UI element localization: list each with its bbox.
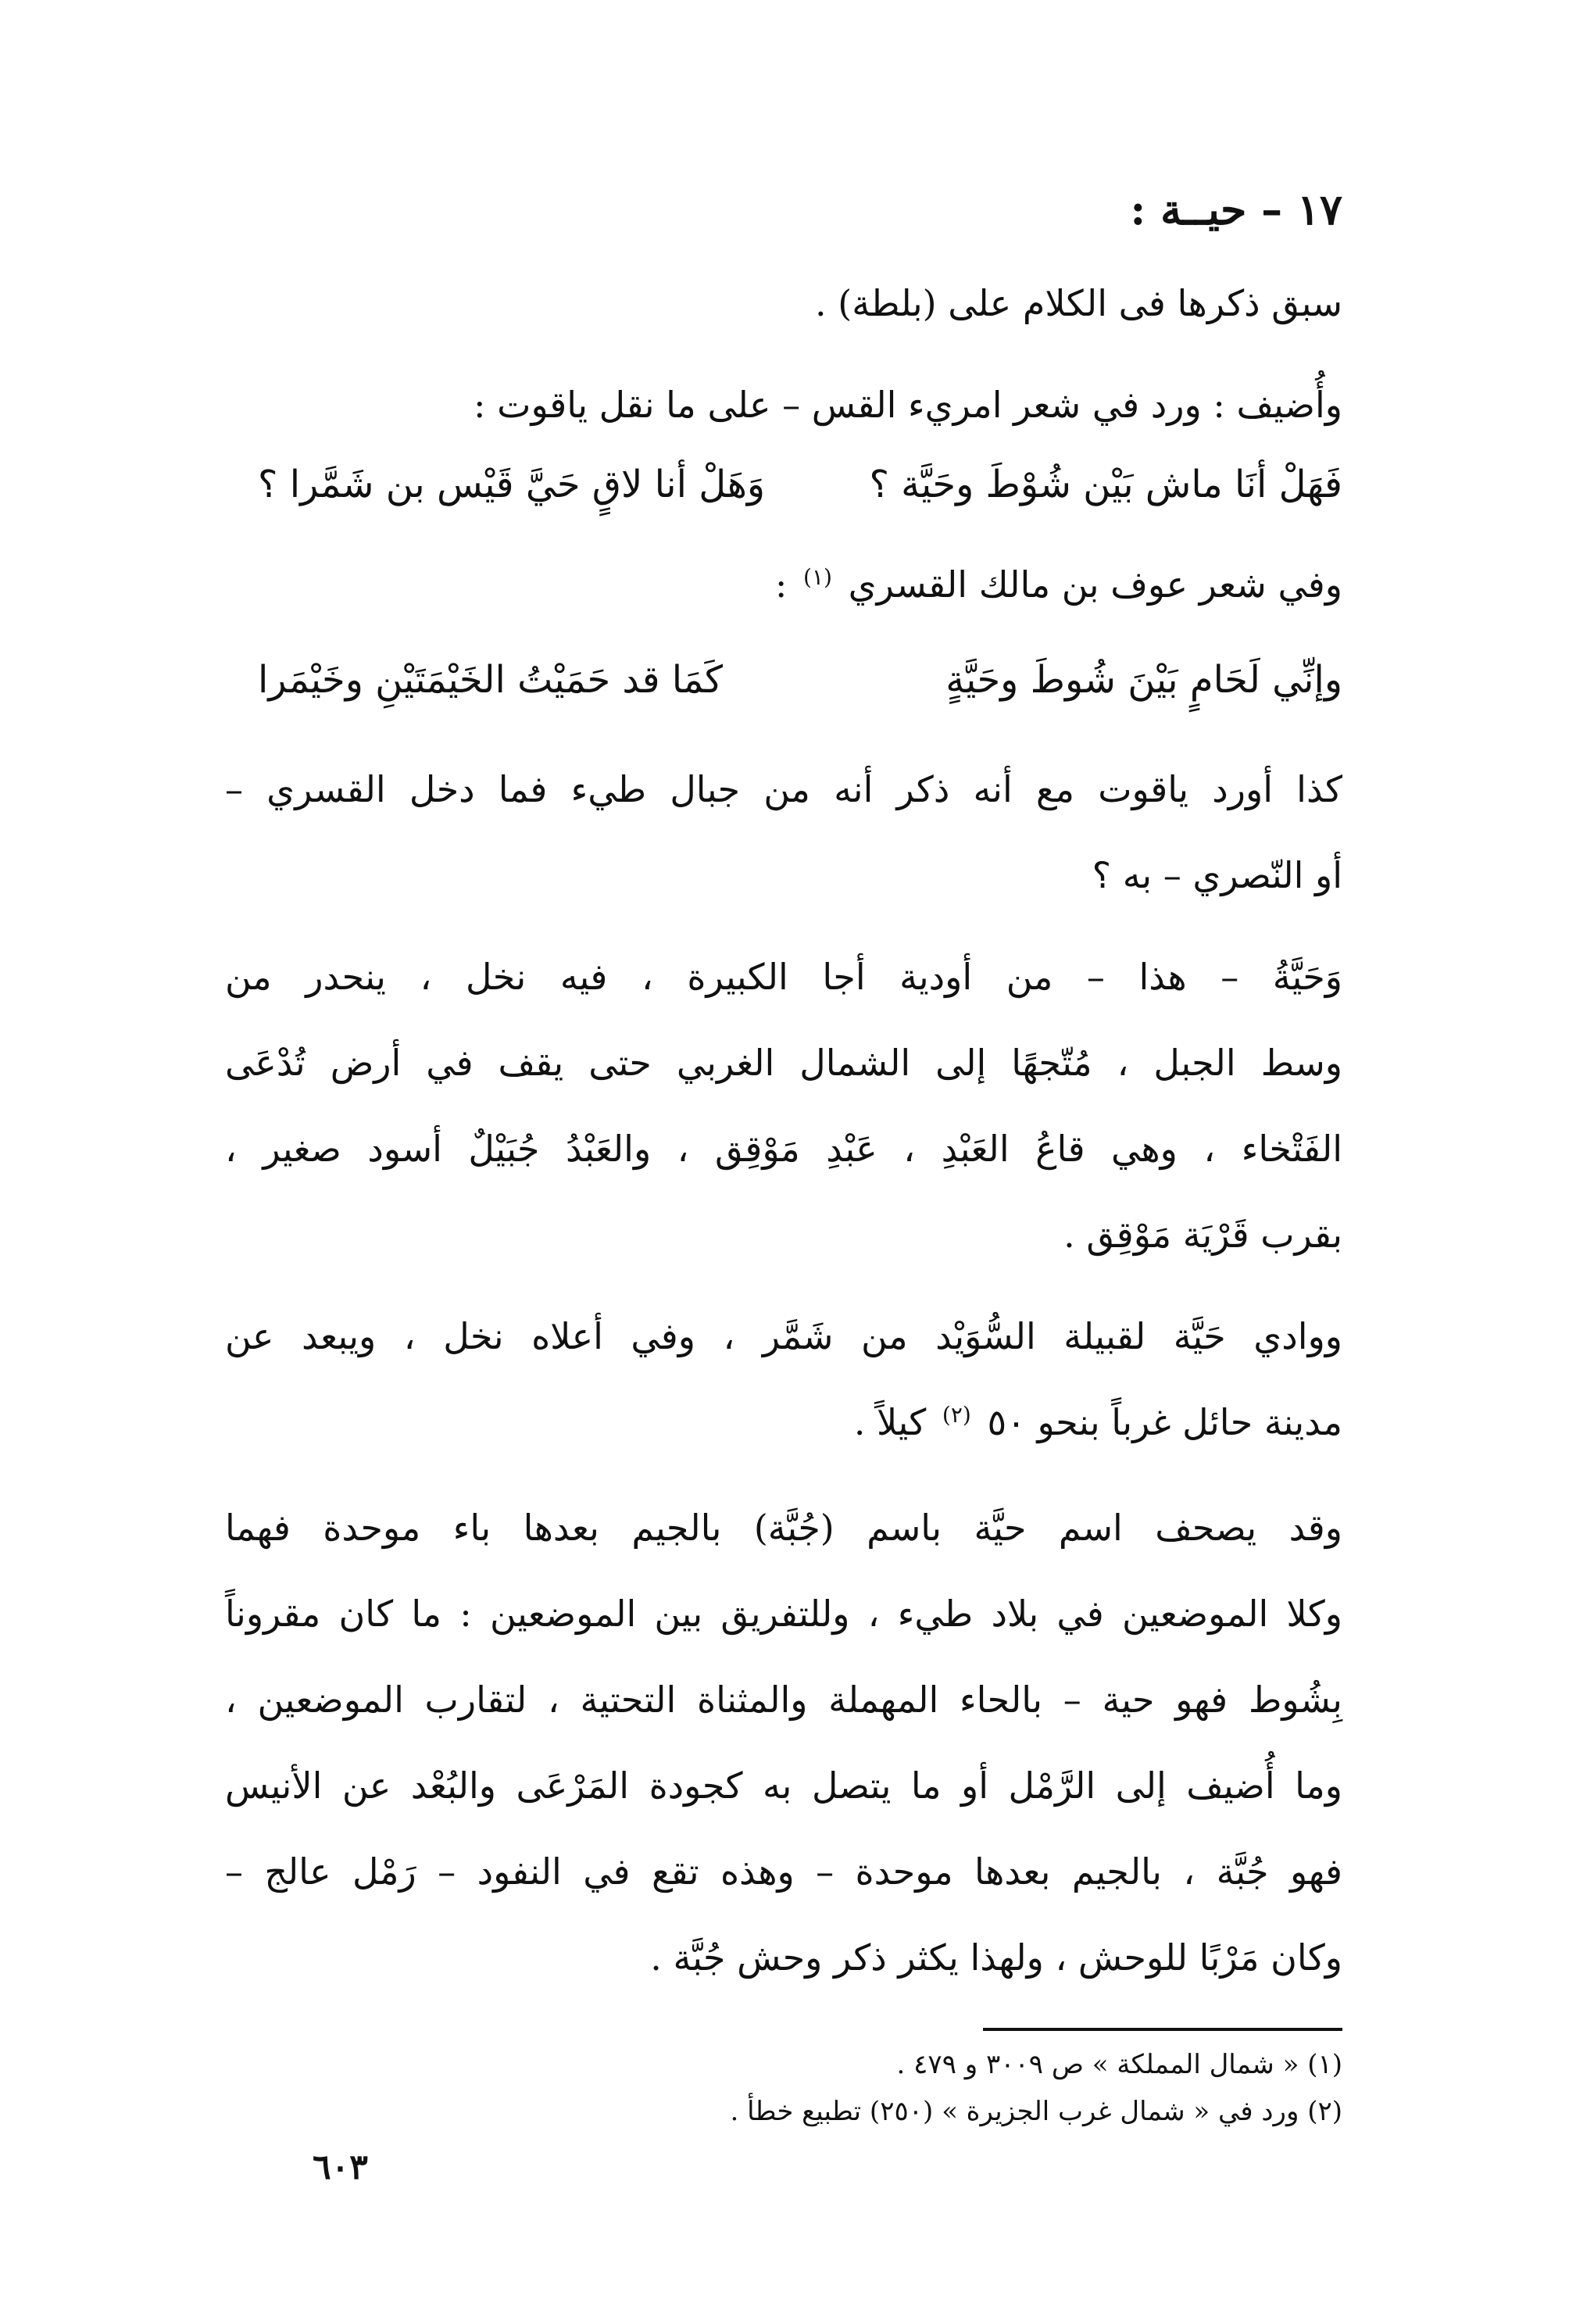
text-line: سبق ذكرها فى الكلام على (بلطة) . <box>815 282 1342 324</box>
text-line: وكلا الموضعين في بلاد طيء ، وللتفريق بين الموضعين : ما كان مقروناً <box>225 1593 1342 1635</box>
footnote-marker: (١) <box>803 563 832 590</box>
text-line: وسط الجبل ، مُتّجهًا إلى الشمال الغربي حتى يقف في أرض تُدْعَى <box>225 1042 1342 1084</box>
text-segment: كيلاً . <box>853 1401 927 1443</box>
text-line: بِشُوط فهو حية – بالحاء المهملة والمثناة التحتية ، لتقارب الموضعين ، <box>225 1679 1342 1721</box>
text-line: وكان مَرْبًا للوحش ، ولهذا يكثر ذكر وحش جُبَّة . <box>650 1936 1342 1979</box>
text-line: فهو جُبَّة ، بالجيم بعدها موحدة – وهذه تقع في النفود – رَمْل عالج – <box>225 1850 1342 1893</box>
verse-hemistich-left: وَهَلْ أنا لاقٍ حَيَّ قَيْس بن شَمَّرا ؟ <box>258 463 766 506</box>
text-segment: مدينة حائل غرباً بنحو ٥٠ <box>987 1401 1342 1443</box>
text-line: وَحَيَّةُ – هذا – من أودية أجا الكبيرة ، فيه نخل ، ينحدر من <box>225 956 1343 998</box>
verse-hemistich-left: كَمَا قد حَمَيْتُ الخَيْمَتَيْنِ وخَيْمَرا <box>258 658 724 702</box>
text-line: وأُضيف : ورد في شعر امريء القس – على ما نقل ياقوت : <box>474 384 1342 426</box>
text-line: الفَتْخاء ، وهي قاعُ العَبْدِ ، عَبْدِ مَوْقِق ، والعَبْدُ جُبَيْلٌ أسود صغير ، <box>225 1128 1342 1170</box>
text-line: وما أُضيف إلى الرَّمْل أو ما يتصل به كجودة المَرْعَى والبُعْد عن الأنيس <box>225 1764 1342 1807</box>
text-line <box>225 561 1342 608</box>
verse-hemistich-right: فَهَلْ أنَا ماش بَيْن شُوْطَ وحَيَّة ؟ <box>869 463 1342 506</box>
entry-heading: ١٧ – حيــة : <box>1130 184 1342 234</box>
text-line <box>225 1399 1342 1446</box>
footnote: (١) « شمال المملكة » ص ٣٠٠٩ و ٤٧٩ . <box>896 2049 1342 2080</box>
text-segment: : <box>774 563 788 606</box>
text-line: أو النّصري – به ؟ <box>1092 854 1342 896</box>
footnote-divider <box>983 2028 1342 2031</box>
text-segment: وفي شعر عوف بن مالك القسري <box>848 563 1342 606</box>
footnote-marker: (٢) <box>942 1401 971 1428</box>
text-line: وقد يصحف اسم حيَّة باسم (جُبَّة) بالجيم بعدها باء موحدة فهما <box>225 1507 1342 1549</box>
footnote: (٢) ورد في « شمال غرب الجزيرة » (٢٥٠) تطبيع خطأ . <box>730 2096 1342 2127</box>
verse-hemistich-right: وإنِّي لَحَامٍ بَيْنَ شُوطَ وحَيَّةٍ <box>945 658 1342 702</box>
text-line: كذا أورد ياقوت مع أنه ذكر أنه من جبال طيء فما دخل القسري – <box>225 768 1342 810</box>
text-line: بقرب قَرْيَة مَوْقِق . <box>1063 1214 1342 1256</box>
page-number: ٦٠٣ <box>313 2147 368 2187</box>
text-line: ووادي حَيَّة لقبيلة السُّوَيْد من شَمَّر ، وفي أعلاه نخل ، ويبعد عن <box>225 1315 1342 1357</box>
